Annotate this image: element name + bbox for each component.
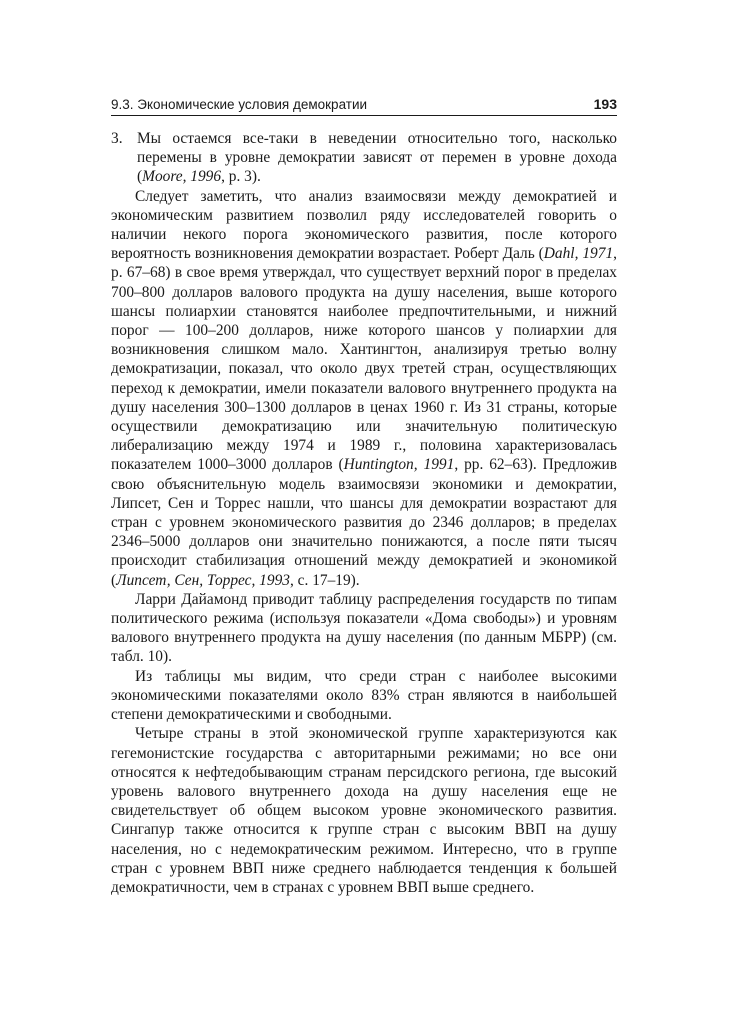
- citation: Dahl, 1971: [543, 245, 614, 263]
- section-title: 9.3. Экономические условия демократии: [111, 97, 368, 112]
- paragraph-thresholds: [111, 187, 617, 590]
- paragraph-diamond: Ларри Дайамонд приводит таблицу распределения государств по типам политического режима (используя показатели «Дома свободы») и уровням валового внутреннего продукта на душу населения (по данным МБРР) (см. табл. 10).: [111, 590, 617, 666]
- paragraph-hegemonic-states: Четыре страны в этой экономической группе характеризуются как гегемонистские государства с авторитарными режимами; но все они относятся к нефтедобывающим странам персидского региона, где высокий уровень валового внутреннего дохода на душу населения еще не свидетельствует об общем высоком уровне экономического развития. Сингапур также относится к группе стран с высоким ВВП на душу населения, но с недемократическим режимом. Интересно, что в группе стран с уровнем ВВП ниже среднего наблюдается тенденция к большей демократичности, чем в странах с уровнем ВВП выше среднего.: [111, 725, 617, 896]
- list-item-text-part: , p. 3).: [221, 168, 261, 186]
- book-page: [111, 90, 617, 897]
- text-run: Следует заметить, что анализ взаимосвязи между демократией и экономическим развитием позволил ряду исследователей говорить о наличии некого порога экономического развития, после которого вероятность возникновения демократии возрастает. Роберт Даль (: [111, 187, 617, 263]
- text-run: , pp. 62–63). Предложив свою объяснительную модель взаимосвязи экономики и демократии, Липсет, Сен и Торрес нашли, что шансы для демократии возрастают для стран с уровнем экономического развития до 2346 долларов; в пределах 2346–5000 долларов они значительно понижаются, а после пяти тысяч происходит стабилизация отношений между демократией и экономикой (: [111, 456, 617, 589]
- text-run: , p. 67–68) в свое время утверждал, что существует верхний порог в пределах 700–800 долларов валового продукта на душу населения, выше которого шансы полиархии становятся наиболее предпочтительными, и нижний порог — 100–200 долларов, ниже которого шансов у полиархии для возникновения слишком мало. Хантингтон, анализируя третью волну демократизации, показал, что около двух третей стран, осуществляющих переход к демократии, имели показатели валового внутреннего продукта на душу населения 300–1300 долларов в ценах 1960 г. Из 31 страны, которые осуществили демократизацию или значительную политическую либерализацию между 1974 и 1989 г., половина характеризовалась показателем 1000–3000 долларов (: [111, 245, 617, 474]
- paragraph-table-finding: Из таблицы мы видим, что среди стран с наиболее высокими экономическими показателями около 83% стран являются в наибольшей степени демократическими и свободными.: [111, 667, 617, 724]
- list-item-text-part: Мы остаемся все-таки в неведении относительно того, насколько перемены в уровне демократии зависят от перемен в уровне дохода (: [137, 130, 617, 186]
- list-item: [111, 129, 617, 187]
- running-header: [111, 90, 617, 116]
- list-item-number: 3.: [111, 130, 123, 147]
- list-item-text: [137, 129, 617, 187]
- citation: Huntington, 1991: [343, 456, 455, 474]
- citation: Липсет, Сен, Торрес, 1993: [116, 571, 290, 589]
- body-text: [111, 129, 617, 897]
- text-run: , с. 17–19).: [289, 571, 360, 589]
- citation: Moore, 1996: [142, 168, 222, 186]
- page-number: 193: [593, 96, 617, 112]
